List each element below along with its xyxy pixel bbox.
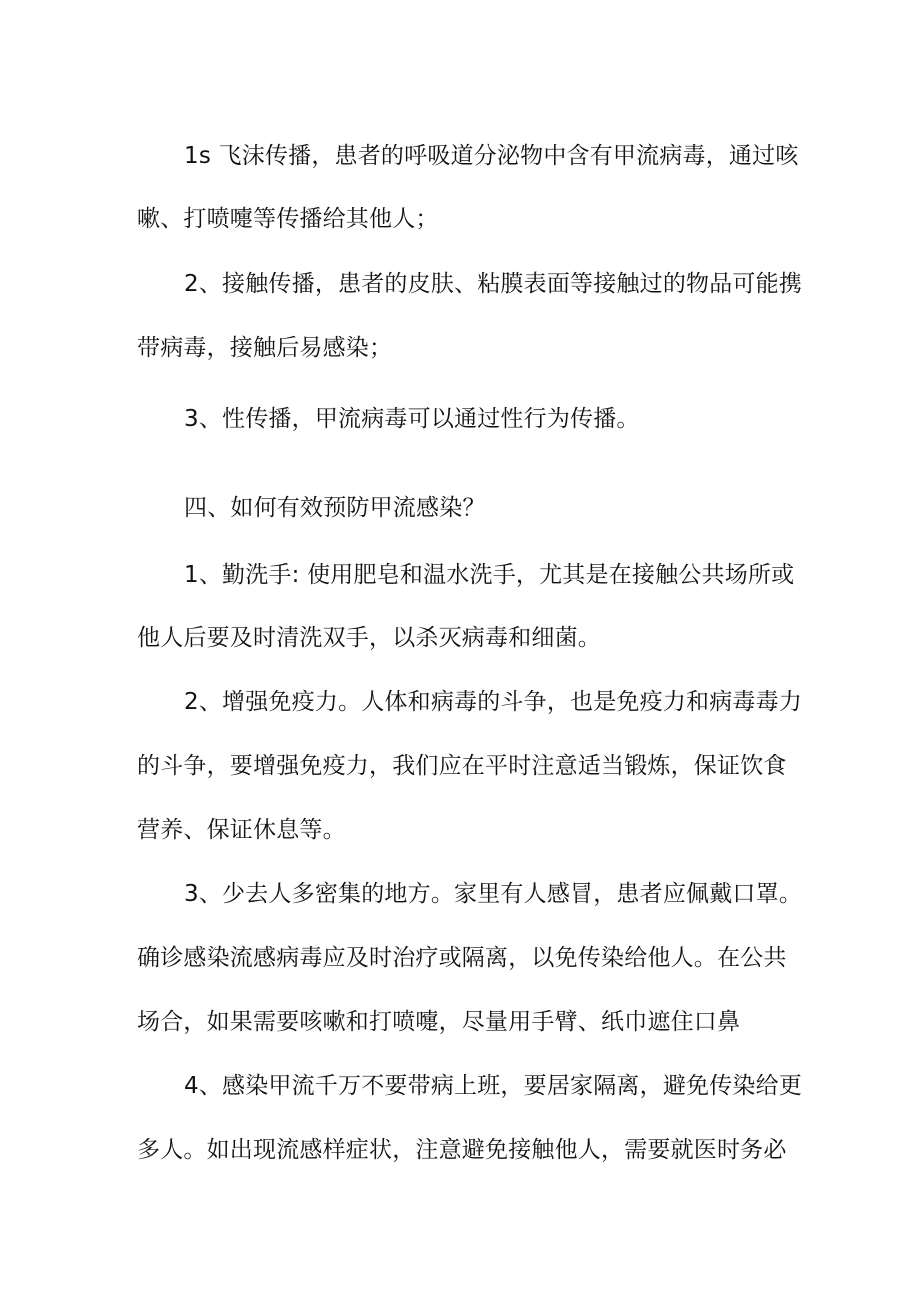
paragraph-transmission-sexual-line-1: 3、性传播，甲流病毒可以通过性行为传播。 [184,406,640,432]
paragraph-prevention-immunity-line-2: 的斗争，要增强免疫力，我们应在平时注意适当锻炼，保证饮食 [137,753,787,779]
paragraph-prevention-immunity-line-3: 营养、保证休息等。 [137,817,346,843]
paragraph-prevention-immunity-line-1: 2、增强免疫力。人体和病毒的斗争，也是免疫力和病毒毒力 [184,689,803,715]
paragraph-transmission-droplet-line-1: 1s 飞沫传播，患者的呼吸道分泌物中含有甲流病毒，通过咳 [184,143,799,169]
paragraph-prevention-isolation-line-2: 多人。如出现流感样症状，注意避免接触他人，需要就医时务必 [137,1137,787,1163]
paragraph-transmission-droplet-line-2: 嗽、打喷嚏等传播给其他人； [137,206,439,232]
paragraph-prevention-crowds-line-3: 场合，如果需要咳嗽和打喷嚏，尽量用手臂、纸巾遮住口鼻 [137,1009,741,1035]
paragraph-transmission-contact-line-2: 带病毒，接触后易感染； [137,335,393,361]
paragraph-prevention-crowds-line-2: 确诊感染流感病毒应及时治疗或隔离，以免传染给他人。在公共 [137,945,787,971]
paragraph-prevention-handwash-line-1: 1、勤洗手: 使用肥皂和温水洗手，尤其是在接触公共场所或 [184,562,795,588]
paragraph-prevention-crowds-line-1: 3、少去人多密集的地方。家里有人感冒，患者应佩戴口罩。 [184,881,803,907]
section-heading-prevention: 四、如何有效预防甲流感染？ [184,495,486,521]
paragraph-transmission-contact-line-1: 2、接触传播，患者的皮肤、粘膜表面等接触过的物品可能携 [184,271,803,297]
paragraph-prevention-handwash-line-2: 他人后要及时清洗双手，以杀灭病毒和细菌。 [137,625,601,651]
paragraph-prevention-isolation-line-1: 4、感染甲流千万不要带病上班，要居家隔离，避免传染给更 [184,1073,803,1099]
